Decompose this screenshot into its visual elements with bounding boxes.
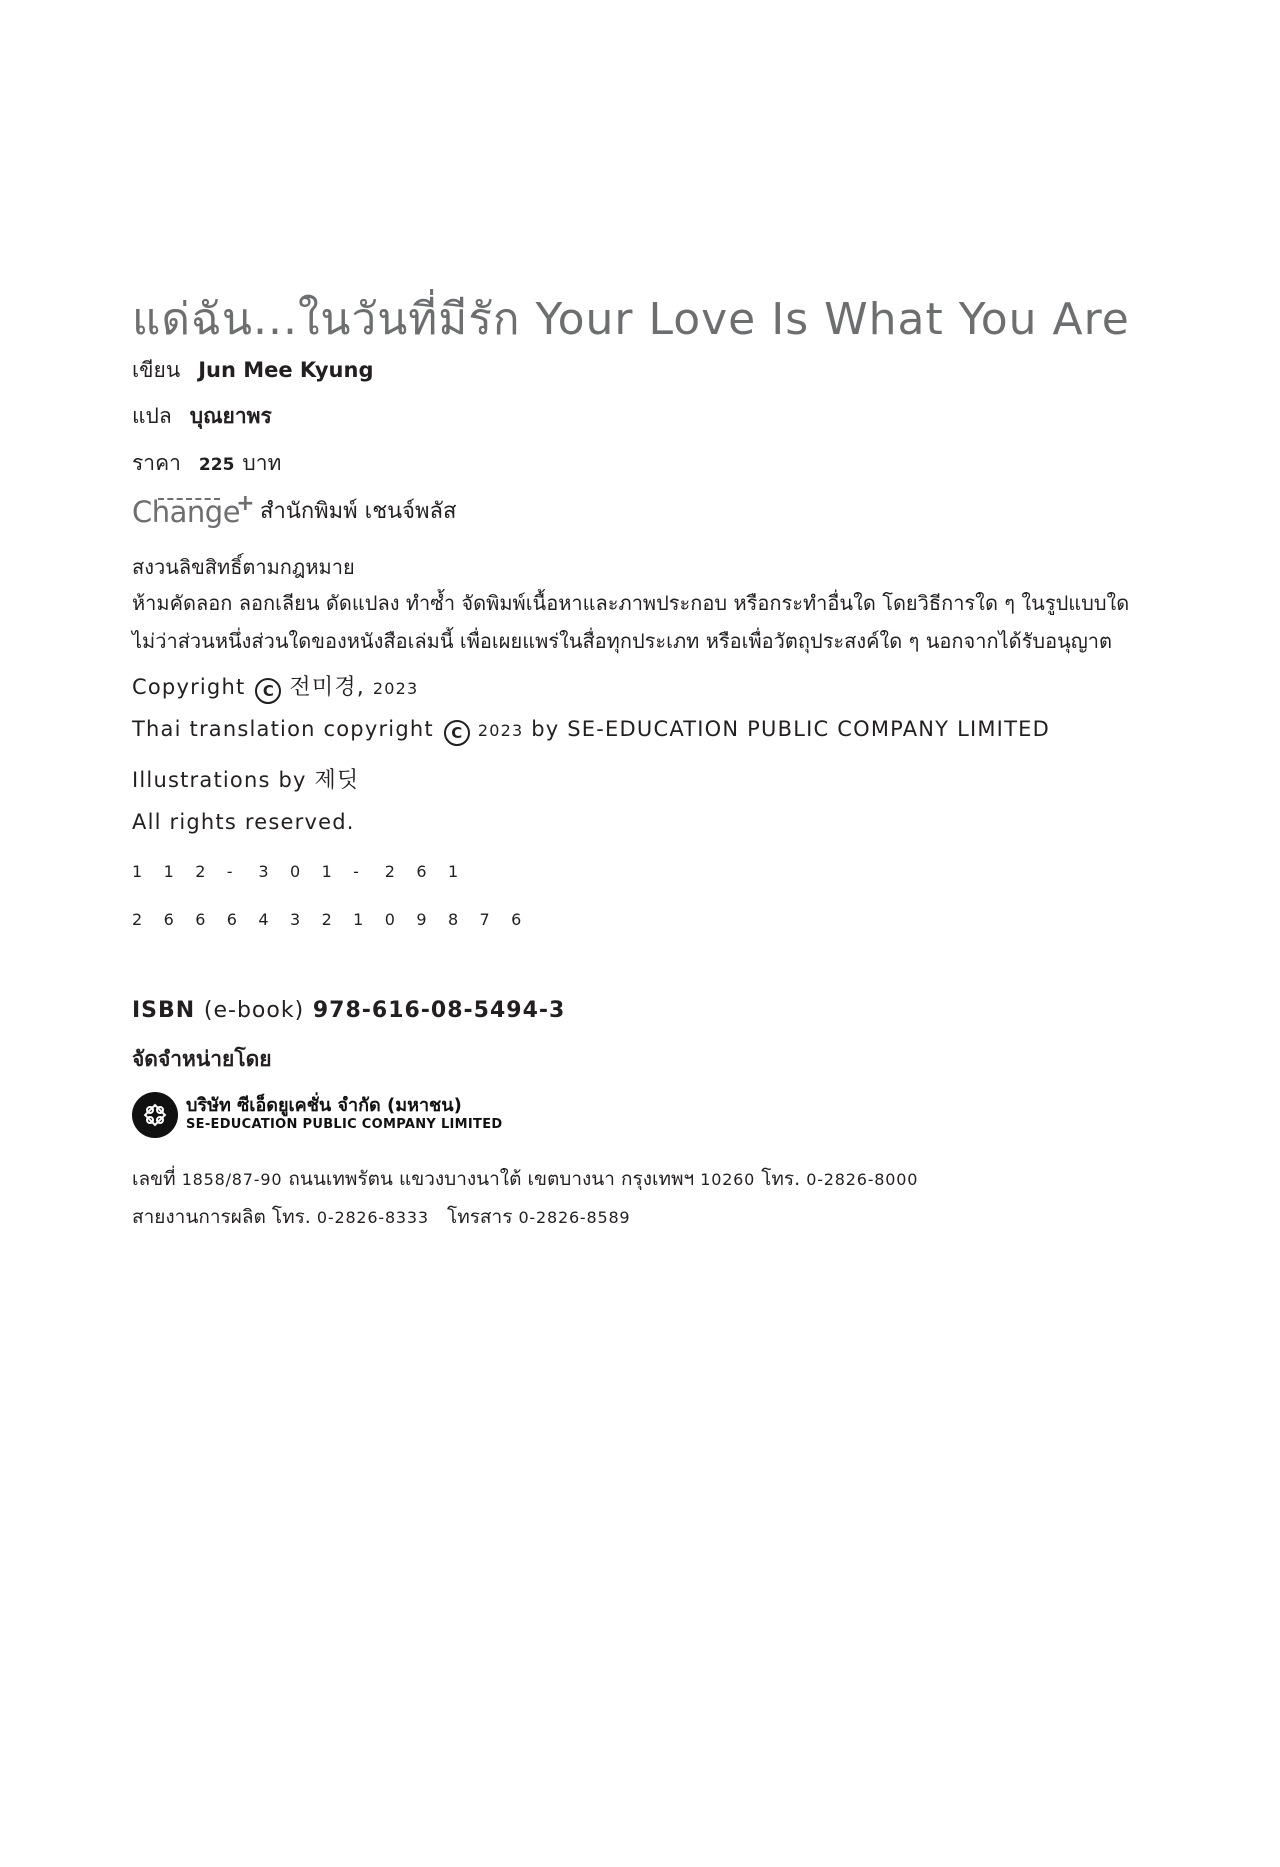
fax-number: 0-2826-8589 <box>518 1208 631 1227</box>
translator-row <box>132 400 272 433</box>
print-code-line-1 <box>132 862 480 881</box>
translation-year: 2023 <box>477 721 524 740</box>
address-line <box>132 1164 918 1194</box>
author-name: Jun Mee Kyung <box>198 358 374 382</box>
translation-copyright-label: Thai translation copyright <box>132 717 434 741</box>
company-name-english: SE-EDUCATION PUBLIC COMPANY LIMITED <box>186 1117 503 1132</box>
code-digit: 4 <box>258 910 269 929</box>
code-digit: 6 <box>416 862 427 881</box>
code-digit: 9 <box>416 910 427 929</box>
isbn-label: ISBN <box>132 998 196 1023</box>
isbn-format: (e-book) <box>203 998 305 1023</box>
code-digit: 3 <box>258 862 269 881</box>
code-digit: 1 <box>163 862 174 881</box>
code-digit: 2 <box>195 862 206 881</box>
code-digit: 0 <box>384 910 395 929</box>
code-digit: 2 <box>384 862 395 881</box>
translation-holder: by SE-EDUCATION PUBLIC COMPANY LIMITED <box>531 717 1050 741</box>
distribution-heading: จัดจำหน่ายโดย <box>132 1047 272 1071</box>
publisher-brand <box>132 493 456 528</box>
production-phone-label: โทร. <box>271 1206 311 1228</box>
production-line <box>132 1202 630 1232</box>
copyright-year: 2023 <box>372 679 419 698</box>
address-label: เลขที่ <box>132 1168 176 1190</box>
rights-line-2: ไม่ว่าส่วนหนึ่งส่วนใดของหนังสือเล่มนี้ เพื่อเผยแพร่ในสื่อทุกประเภท หรือเพื่อวัตถุประสงค์ใด ๆ นอกจากได้รับอนุญาต <box>132 629 1113 653</box>
phone-label: โทร. <box>761 1168 801 1190</box>
copyright-line <box>132 670 418 704</box>
code-digit: 6 <box>511 910 522 929</box>
copyright-icon: C <box>444 720 470 746</box>
fax-label: โทรสาร <box>447 1206 513 1228</box>
price-row <box>132 447 281 480</box>
copyright-icon: C <box>255 678 281 704</box>
isbn-number: 978-616-08-5494-3 <box>312 998 566 1023</box>
copyright-holder: 전미경, <box>289 675 365 700</box>
price-value: 225 <box>198 455 235 475</box>
code-digit: 1 <box>447 862 459 881</box>
translator-name: บุณยาพร <box>189 404 272 428</box>
author-label: เขียน <box>132 358 181 382</box>
code-digit: 1 <box>321 862 332 881</box>
production-label: สายงานการผลิต <box>132 1206 266 1228</box>
illustrator-name: 제딧 <box>314 768 360 793</box>
code-digit: 2 <box>132 910 143 929</box>
distributor-company <box>132 1092 502 1138</box>
production-phone: 0-2826-8333 <box>316 1208 429 1227</box>
phone-number: 0-2826-8000 <box>806 1170 919 1189</box>
code-digit: 3 <box>289 910 301 929</box>
code-digit: 6 <box>195 910 206 929</box>
changeplus-logo: Change + <box>132 491 255 529</box>
translation-copyright-line <box>132 717 1050 746</box>
code-digit: - <box>353 862 359 881</box>
code-digit: - <box>226 862 233 881</box>
se-ed-logo-icon <box>132 1092 178 1138</box>
code-digit: 7 <box>479 910 490 929</box>
company-name-thai: บริษัท ซีเอ็ดยูเคชั่น จำกัด (มหาชน) <box>186 1095 462 1116</box>
isbn-line <box>132 998 565 1023</box>
print-code-line-2 <box>132 910 543 929</box>
code-digit: 1 <box>132 862 143 881</box>
address-text: ถนนเทพรัตน แขวงบางนาใต้ เขตบางนา กรุงเทพฯ <box>288 1168 695 1190</box>
rights-heading: สงวนลิขสิทธิ์ตามกฎหมาย <box>132 555 355 579</box>
code-digit: 8 <box>447 910 459 929</box>
postcode: 10260 <box>700 1170 756 1189</box>
publisher-name: สำนักพิมพ์ เชนจ์พลัส <box>260 499 457 524</box>
copyright-label: Copyright <box>132 675 246 699</box>
illustrations-line <box>132 763 359 794</box>
address-number: 1858/87-90 <box>181 1170 283 1189</box>
translator-label: แปล <box>132 404 172 428</box>
all-rights-reserved: All rights reserved. <box>132 810 355 834</box>
author-row <box>132 354 373 387</box>
rights-line-1: ห้ามคัดลอก ลอกเลียน ดัดแปลง ทำซ้ำ จัดพิมพ์เนื้อหาและภาพประกอบ หรือกระทำอื่นใด โดยวิธีการใด ๆ ในรูปแบบใด <box>132 591 1130 615</box>
book-title: แด่ฉัน...ในวันที่มีรัก Your Love Is What You Are <box>132 294 1130 345</box>
code-digit: 0 <box>289 862 301 881</box>
price-unit: บาท <box>242 451 282 475</box>
illustrations-label: Illustrations by <box>132 768 307 792</box>
code-digit: 1 <box>353 910 364 929</box>
code-digit: 6 <box>226 910 237 929</box>
code-digit: 2 <box>321 910 332 929</box>
price-label: ราคา <box>132 451 181 475</box>
code-digit: 6 <box>163 910 174 929</box>
